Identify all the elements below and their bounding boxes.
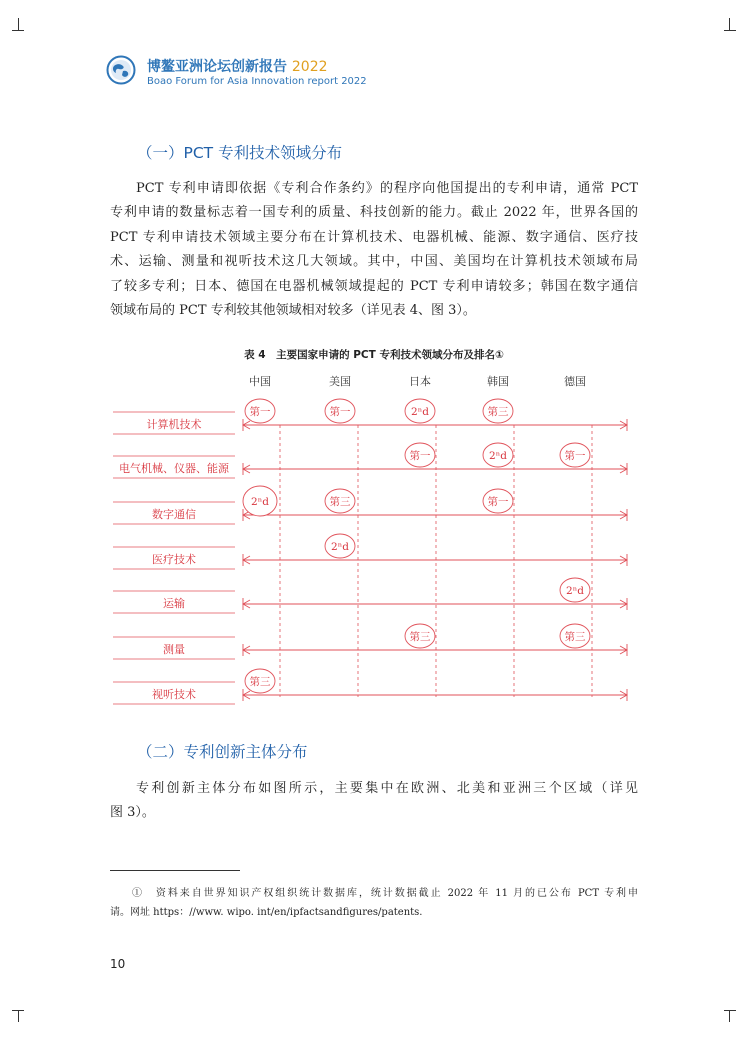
rank-label: 第一 (249, 406, 271, 418)
paragraph-line: 专利申请的数量标志着一国专利的质量、科技创新的能力。截止 2022 年，世界各国的 (110, 205, 638, 221)
table-caption: 表 4 主要国家申请的 PCT 专利技术领域分布及排名① (244, 349, 504, 361)
field-label: 电气机械、仪器、能源 (119, 462, 229, 475)
rank-label: 第一 (564, 450, 586, 462)
rank-label: 2ⁿd (566, 585, 584, 597)
section-heading-innovators: （二）专利创新主体分布 (137, 743, 308, 761)
field-label: 测量 (163, 643, 185, 656)
paragraph-line: 领域布局的 PCT 专利较其他领域相对较多（详见表 4、图 3）。 (110, 303, 476, 318)
country-header: 德国 (564, 375, 586, 388)
paragraph-line: 了较多专利；日本、德国在电器机械领域提起的 PCT 专利申请较多；韩国在数字通信 (110, 278, 638, 294)
rank-label: 第三 (409, 631, 431, 643)
rank-label: 第三 (329, 496, 351, 508)
field-label: 医疗技术 (152, 553, 196, 566)
rank-label: 2ⁿd (251, 496, 269, 508)
report-subtitle: Boao Forum for Asia Innovation report 2022 (147, 76, 367, 87)
rank-label: 第三 (487, 406, 509, 418)
field-label: 运输 (163, 597, 185, 610)
rank-label: 第三 (249, 676, 271, 688)
rank-label: 第一 (487, 496, 509, 508)
report-title: 博鳌亚洲论坛创新报告 2022 (147, 59, 328, 75)
rank-label: 第一 (329, 406, 351, 418)
paragraph-line: PCT 专利申请即依据《专利合作条约》的程序向他国提出的专利申请，通常 PCT (136, 181, 638, 196)
rank-label: 第三 (564, 631, 586, 643)
paragraph-line: 专利创新主体分布如图所示，主要集中在欧洲、北美和亚洲三个区域（详见 (136, 781, 638, 796)
field-label: 计算机技术 (146, 418, 202, 431)
paragraph-line: PCT 专利申请技术领域主要分布在计算机技术、电器机械、能源、数字通信、医疗技 (110, 229, 638, 245)
field-label: 视听技术 (152, 688, 196, 701)
footnote-line: ① 资料来自世界知识产权组织统计数据库，统计数据截止 2022 年 11 月的已公布 PCT 专利申 (132, 888, 638, 899)
field-label: 数字通信 (152, 508, 196, 521)
country-header: 中国 (249, 375, 271, 388)
country-header: 日本 (409, 375, 431, 388)
rank-label: 第一 (409, 450, 431, 462)
footnote-rule (110, 870, 240, 871)
footnote-line: 请。网址 https：//www. wipo. int/en/ipfactsandfigures/patents. (110, 907, 423, 918)
section-heading-pct: （一）PCT 专利技术领域分布 (137, 144, 343, 162)
page-number: 10 (110, 957, 126, 971)
paragraph-line: 图 3）。 (110, 805, 155, 821)
rank-label: 2ⁿd (411, 406, 429, 418)
country-header: 美国 (329, 375, 351, 388)
rank-label: 2ⁿd (331, 541, 349, 553)
country-header: 韩国 (487, 375, 509, 388)
rank-label: 2ⁿd (489, 450, 507, 462)
paragraph-line: 术、运输、测量和视听技术这几大领域。其中，中国、美国均在计算机技术领域布局 (110, 254, 638, 270)
